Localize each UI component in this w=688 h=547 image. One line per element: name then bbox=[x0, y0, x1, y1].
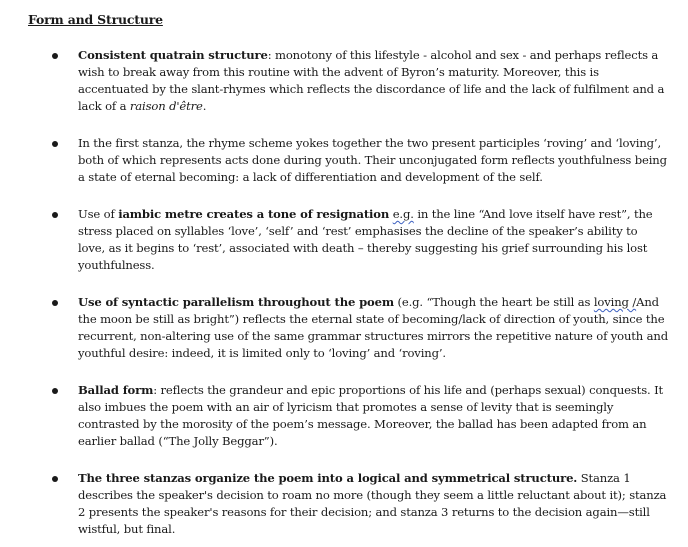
item-text: in the line “And love itself have rest”, the stress placed on syllables ‘love’, ‘self’ and ‘rest’ emphasises the decline of the speaker’s ability to love, as it begins to ‘rest’, associated with death – thereby suggesting his grief surrounding his lost youthfulness. bbox=[78, 207, 653, 272]
list-item bbox=[78, 382, 668, 450]
list-item bbox=[78, 470, 668, 538]
bullet-dot bbox=[52, 53, 58, 59]
item-text: : monotony of this lifestyle - alcohol and sex - and perhaps reflects a wish to break away from this routine with the advent of Byron’s maturity. Moreover, this is accentuated by the slant-rhymes which reflects the discordance of life and the lack of fulfilment and a lack of a bbox=[78, 48, 665, 113]
bullet-dot bbox=[52, 300, 58, 306]
item-bold: The three stanzas organize the poem into a logical and symmetrical structure. bbox=[78, 471, 578, 485]
item-text: In the first stanza, the rhyme scheme yokes together the two present participles ‘roving’ and ‘loving’, both of which represents acts done during youth. Their unconjugated form reflects youthfulness being a state of eternal becoming: a lack of differentiation and development of the self. bbox=[78, 136, 667, 184]
item-text: : reflects the grandeur and epic proportions of his life and (perhaps sexual) conquests. It also imbues the poem with an air of lyricism that promotes a sense of levity that is seemingly contrasted by the morosity of the poem’s message. Moreover, the ballad has been adapted from an earlier ballad (“The Jolly Beggar”). bbox=[78, 383, 664, 448]
item-bold: iambic metre creates a tone of resignation bbox=[118, 207, 390, 221]
section-heading: Form and Structure bbox=[28, 12, 163, 27]
grammar-flag[interactable]: e.g. bbox=[392, 207, 414, 221]
item-bold: Ballad form bbox=[78, 383, 154, 397]
bullet-dot bbox=[52, 141, 58, 147]
list-item bbox=[78, 294, 668, 362]
item-text: (e.g. “Though the heart be still as bbox=[393, 295, 594, 309]
list-item bbox=[78, 206, 668, 274]
item-bold: Use of syntactic parallelism throughout the poem bbox=[78, 295, 394, 309]
item-italic: raison d'être bbox=[129, 99, 203, 113]
bullet-dot bbox=[52, 388, 58, 394]
list-item bbox=[78, 135, 668, 186]
grammar-flag[interactable]: loving / bbox=[593, 295, 637, 309]
item-tail: . bbox=[202, 99, 207, 113]
item-pre: Use of bbox=[78, 207, 119, 221]
bullet-dot bbox=[52, 212, 58, 218]
item-tail: And the moon be still as bright”) reflects the eternal state of becoming/lack of direction of youth, since the recurrent, non-altering use of the same grammar structures mirrors the repetitive nature of youth and youthful desire: indeed, it is limited only to ‘loving’ and ‘roving’. bbox=[78, 295, 669, 360]
bullet-dot bbox=[52, 476, 58, 482]
item-bold: Consistent quatrain structure bbox=[78, 48, 268, 62]
list-item bbox=[78, 47, 668, 115]
item-text: Stanza 1 describes the speaker's decision to roam no more (though they seem a little reluctant about it); stanza 2 presents the speaker's reasons for their decision; and stanza 3 returns to the decision again—still wistful, but final. bbox=[78, 471, 667, 536]
